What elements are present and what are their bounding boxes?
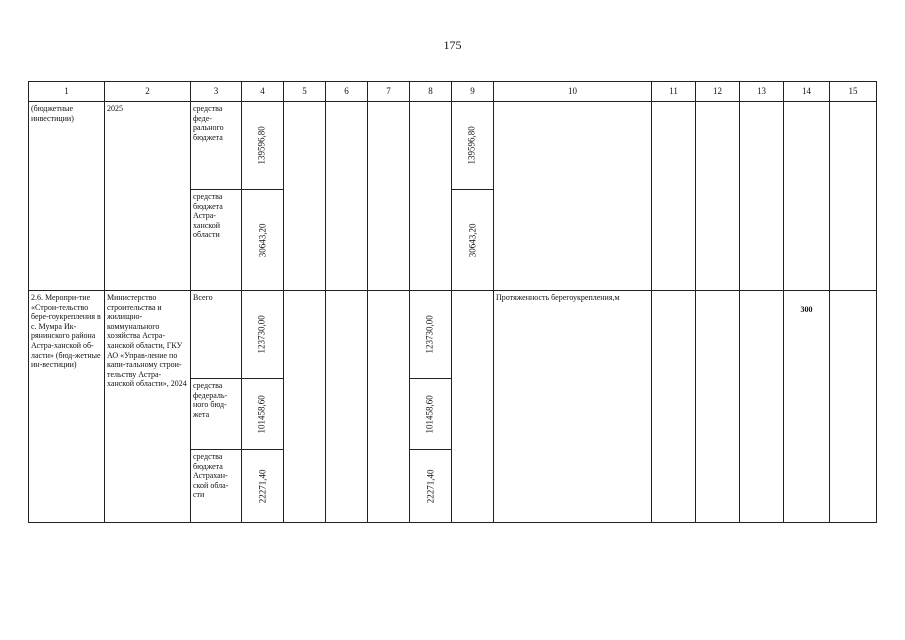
amount-cell: 30643,20 [242,190,284,291]
amount-cell: 139596,80 [452,102,494,190]
amount-cell: 139596,80 [242,102,284,190]
empty-cell [830,291,877,523]
amount-cell: 22271,40 [410,450,452,523]
empty-cell [830,102,877,291]
executor-cell: Министерство строительства и жилищно-коммунального хозяйства Астра-ханской области, ГКУ АО «Управ-ление по капи-тальному строи-тельству Астра-ханской области», 2024 [105,291,191,523]
col-header: 8 [410,82,452,102]
empty-cell [740,102,784,291]
col-header: 10 [494,82,652,102]
col-header: 14 [784,82,830,102]
funding-source-cell: средства бюджета Астрахан-ской обла-сти [191,450,242,523]
empty-cell [696,291,740,523]
header-row [29,82,877,102]
empty-cell [652,102,696,291]
empty-cell [494,102,652,291]
table-row [29,291,877,379]
empty-cell [696,102,740,291]
col-header: 1 [29,82,105,102]
col-header: 9 [452,82,494,102]
amount-cell: 101458,60 [242,379,284,450]
empty-cell [326,291,368,523]
col-header: 6 [326,82,368,102]
amount-cell: 22271,40 [242,450,284,523]
col-header: 7 [368,82,410,102]
activity-cell: (бюджетные инвестиции) [29,102,105,291]
col-header: 11 [652,82,696,102]
empty-cell [368,291,410,523]
col-header: 12 [696,82,740,102]
empty-cell [326,102,368,291]
col-header: 3 [191,82,242,102]
funding-source-cell: средства феде-рального бюджета [191,102,242,190]
page-number: 175 [443,38,462,52]
period-cell: 2025 [105,102,191,291]
activity-cell: 2.6. Меропри-тие «Строи-тельство бере-гоукрепления в с. Мумра Ик-рянинского района Астра-ханской об-ласти» (бюд-жетные ин-вестиции) [29,291,105,523]
indicator-cell: Протяженность берегоукрепления,м [494,291,652,523]
empty-cell [784,102,830,291]
amount-cell: 30643,20 [452,190,494,291]
empty-cell [368,102,410,291]
target-value-cell: 300 [784,291,830,523]
col-header: 5 [284,82,326,102]
funding-source-cell: средства федераль-ного бюд-жета [191,379,242,450]
empty-cell [284,102,326,291]
budget-table [28,81,877,523]
amount-cell: 101458,60 [410,379,452,450]
col-header: 13 [740,82,784,102]
col-header: 2 [105,82,191,102]
funding-source-cell: средства бюджета Астра-ханской области [191,190,242,291]
empty-cell [652,291,696,523]
empty-cell [452,291,494,523]
col-header: 15 [830,82,877,102]
empty-cell [410,102,452,291]
amount-cell: 123730,00 [410,291,452,379]
table-row [29,102,877,190]
empty-cell [740,291,784,523]
empty-cell [284,291,326,523]
amount-cell: 123730,00 [242,291,284,379]
funding-source-cell: Всего [191,291,242,379]
col-header: 4 [242,82,284,102]
